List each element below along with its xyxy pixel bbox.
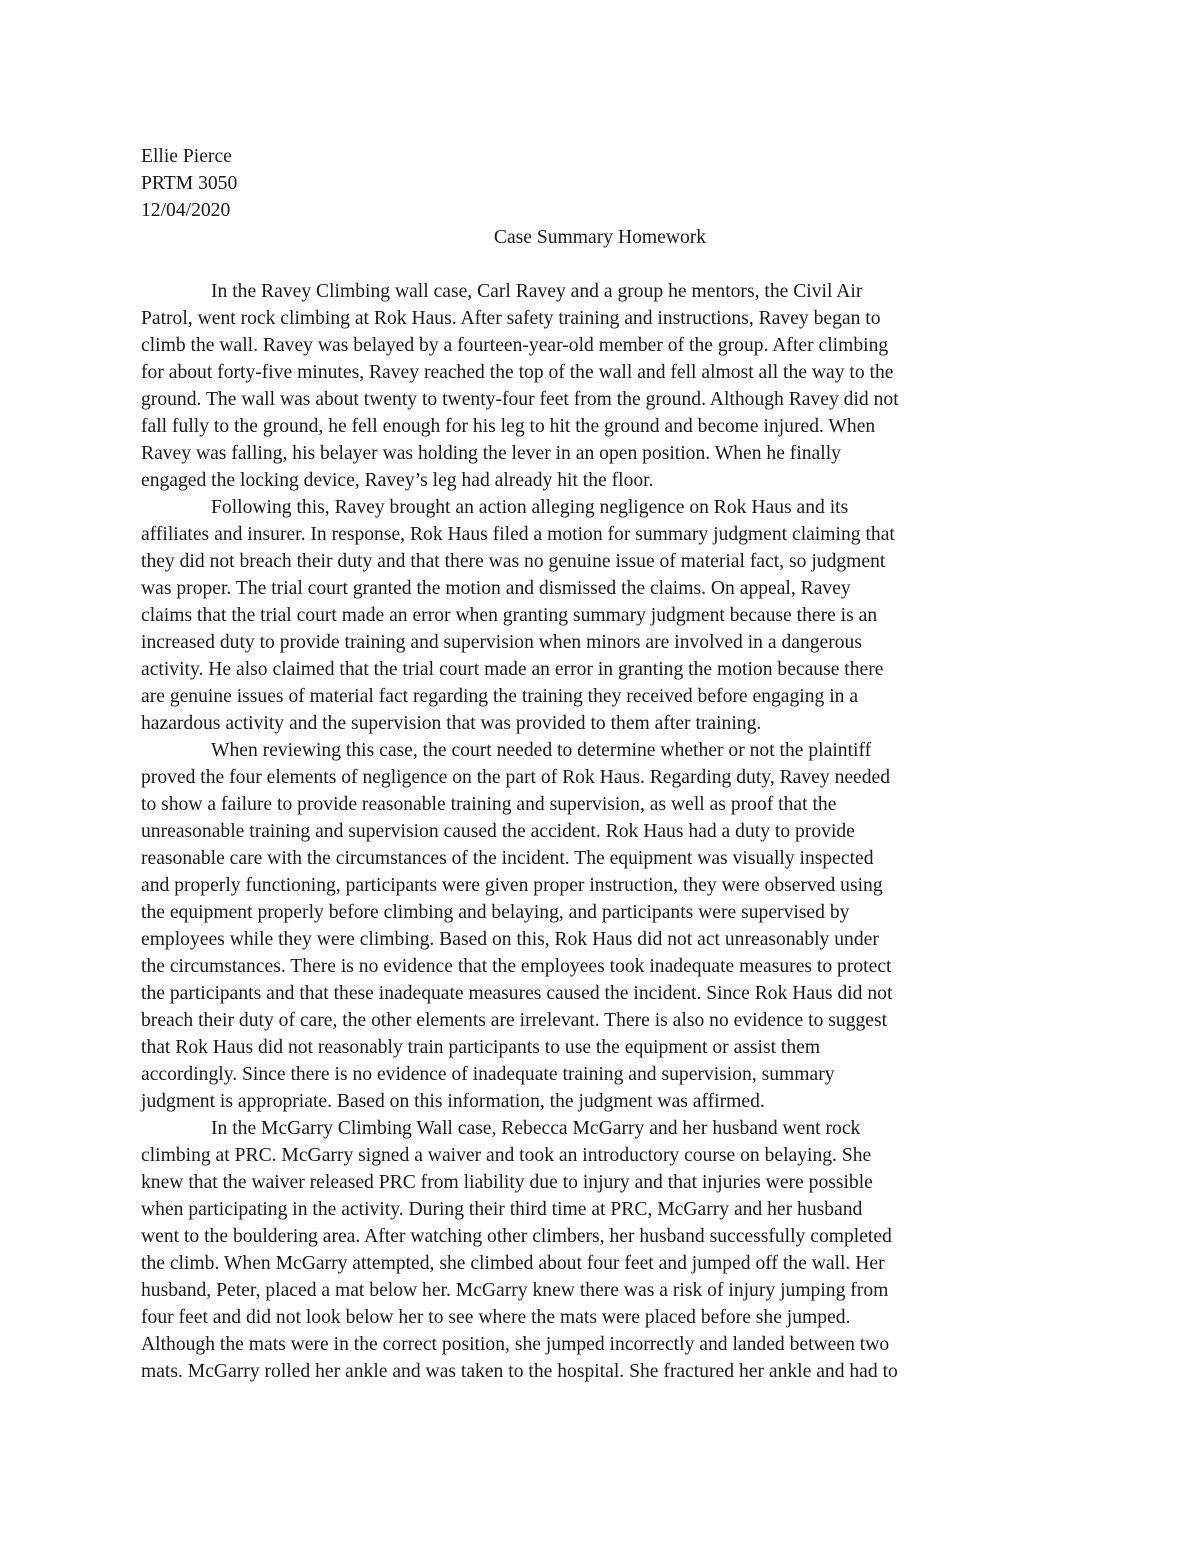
text-line: for about forty-five minutes, Ravey reached the top of the wall and fell almost all the way to the <box>141 362 894 383</box>
text-line: the equipment properly before climbing and belaying, and participants were supervised by <box>141 902 850 923</box>
text-line: and properly functioning, participants were given proper instruction, they were observed using <box>141 875 883 896</box>
document-date: 12/04/2020 <box>141 200 231 221</box>
document-header <box>141 143 237 224</box>
text-line: hazardous activity and the supervision that was provided to them after training. <box>141 713 762 734</box>
text-line: When reviewing this case, the court needed to determine whether or not the plaintiff <box>211 740 872 761</box>
text-line: knew that the waiver released PRC from liability due to injury and that injuries were possible <box>141 1172 873 1193</box>
text-line: claims that the trial court made an error when granting summary judgment because there is an <box>141 605 878 626</box>
text-line: climbing at PRC. McGarry signed a waiver and took an introductory course on belaying. She <box>141 1145 872 1166</box>
text-line: judgment is appropriate. Based on this information, the judgment was affirmed. <box>141 1091 765 1112</box>
text-line: activity. He also claimed that the trial court made an error in granting the motion because there <box>141 659 884 680</box>
text-line: mats. McGarry rolled her ankle and was taken to the hospital. She fractured her ankle and had to <box>141 1361 898 1382</box>
text-line: Ravey was falling, his belayer was holding the lever in an open position. When he finally <box>141 443 841 464</box>
text-line: the climb. When McGarry attempted, she climbed about four feet and jumped off the wall. Her <box>141 1253 885 1274</box>
text-line: employees while they were climbing. Based on this, Rok Haus did not act unreasonably under <box>141 929 879 950</box>
text-line: engaged the locking device, Ravey’s leg had already hit the floor. <box>141 470 654 491</box>
text-line: fall fully to the ground, he fell enough for his leg to hit the ground and become injured. When <box>141 416 876 437</box>
text-line: are genuine issues of material fact regarding the training they received before engaging in a <box>141 686 859 707</box>
text-line: four feet and did not look below her to see where the mats were placed before she jumped. <box>141 1307 851 1328</box>
text-line: increased duty to provide training and supervision when minors are involved in a dangerous <box>141 632 862 653</box>
text-line: when participating in the activity. During their third time at PRC, McGarry and her husband <box>141 1199 863 1220</box>
text-line: reasonable care with the circumstances of the incident. The equipment was visually inspected <box>141 848 874 869</box>
text-line: Although the mats were in the correct position, she jumped incorrectly and landed between two <box>141 1334 890 1355</box>
course-code: PRTM 3050 <box>141 173 238 194</box>
text-line: ground. The wall was about twenty to twenty-four feet from the ground. Although Ravey did not <box>141 389 899 410</box>
text-line: unreasonable training and supervision caused the accident. Rok Haus had a duty to provide <box>141 821 855 842</box>
paragraph <box>141 737 1051 1115</box>
document-title: Case Summary Homework <box>493 227 707 248</box>
text-line: the circumstances. There is no evidence that the employees took inadequate measures to protect <box>141 956 892 977</box>
paragraph <box>141 1115 1051 1385</box>
text-line: they did not breach their duty and that there was no genuine issue of material fact, so judgment <box>141 551 886 572</box>
author-name: Ellie Pierce <box>141 146 232 167</box>
text-line: was proper. The trial court granted the motion and dismissed the claims. On appeal, Ravey <box>141 578 851 599</box>
document-body <box>141 278 1051 1385</box>
text-line: to show a failure to provide reasonable training and supervision, as well as proof that the <box>141 794 837 815</box>
text-line: affiliates and insurer. In response, Rok Haus filed a motion for summary judgment claiming that <box>141 524 895 545</box>
text-line: the participants and that these inadequate measures caused the incident. Since Rok Haus did not <box>141 983 893 1004</box>
paragraph <box>141 494 1051 737</box>
text-line: proved the four elements of negligence on the part of Rok Haus. Regarding duty, Ravey needed <box>141 767 891 788</box>
text-line: that Rok Haus did not reasonably train participants to use the equipment or assist them <box>141 1037 821 1058</box>
text-line: husband, Peter, placed a mat below her. McGarry knew there was a risk of injury jumping from <box>141 1280 889 1301</box>
text-line: accordingly. Since there is no evidence of inadequate training and supervision, summary <box>141 1064 835 1085</box>
text-line: climb the wall. Ravey was belayed by a fourteen-year-old member of the group. After climbing <box>141 335 889 356</box>
paragraph <box>141 278 1051 494</box>
text-line: went to the bouldering area. After watching other climbers, her husband successfully completed <box>141 1226 892 1247</box>
text-line: In the Ravey Climbing wall case, Carl Ravey and a group he mentors, the Civil Air <box>211 281 863 302</box>
text-line: Following this, Ravey brought an action alleging negligence on Rok Haus and its <box>211 497 849 518</box>
text-line: Patrol, went rock climbing at Rok Haus. After safety training and instructions, Ravey began to <box>141 308 881 329</box>
text-line: In the McGarry Climbing Wall case, Rebecca McGarry and her husband went rock <box>211 1118 861 1139</box>
text-line: breach their duty of care, the other elements are irrelevant. There is also no evidence to suggest <box>141 1010 888 1031</box>
